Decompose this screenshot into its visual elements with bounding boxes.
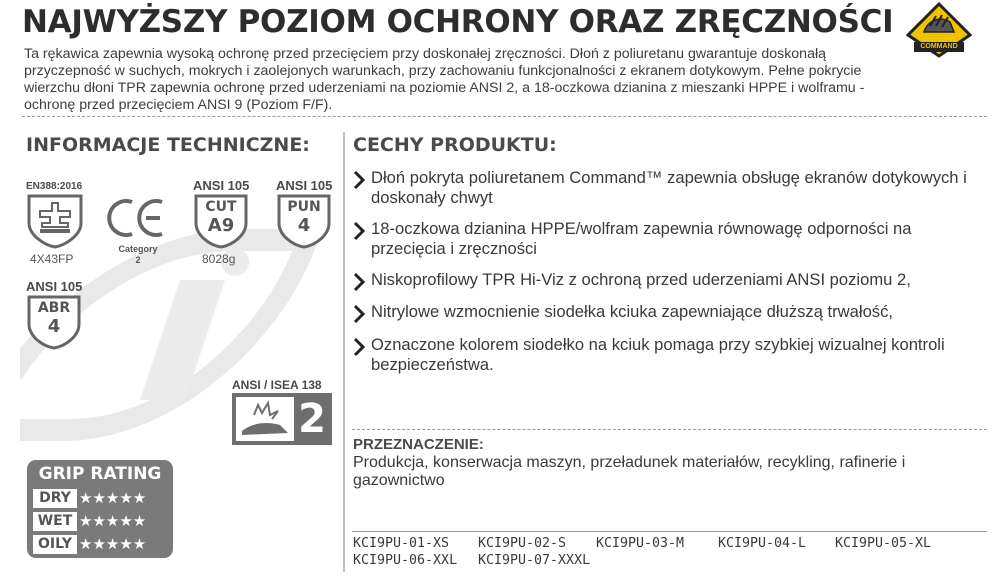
feature-item bbox=[352, 270, 972, 290]
column-divider bbox=[343, 132, 345, 572]
ansi-pun-text: PUN bbox=[287, 199, 321, 215]
sku: KCI9PU-05-XL bbox=[835, 536, 932, 551]
sku: KCI9PU-07-XXXL bbox=[478, 553, 591, 568]
feature-item bbox=[352, 302, 972, 322]
sku: KCI9PU-04-L bbox=[718, 536, 807, 551]
sku: KCI9PU-06-XXL bbox=[353, 553, 458, 568]
ansi-abr-level: 4 bbox=[47, 316, 61, 337]
grip-label: DRY bbox=[33, 489, 77, 508]
en388-label: EN388:2016 bbox=[26, 181, 83, 192]
grip-stars: ★★★★★ bbox=[79, 536, 147, 553]
ansi-cut-label: ANSI 105 bbox=[193, 178, 250, 193]
impact-level: 2 bbox=[298, 396, 326, 442]
ansi-pun-label: ANSI 105 bbox=[276, 178, 333, 193]
grip-label: WET bbox=[33, 512, 77, 531]
grip-stars: ★★★★★ bbox=[79, 490, 147, 507]
feature-text: Oznaczone kolorem siodełko na kciuk pomaga przy szybkiej wizualnej kontroli bezpieczeństwa. bbox=[371, 335, 945, 374]
sku: KCI9PU-01-XS bbox=[353, 536, 450, 551]
chevron-right-icon bbox=[352, 337, 366, 357]
en388-shield-icon bbox=[26, 193, 84, 249]
sku: KCI9PU-02-S bbox=[478, 536, 567, 551]
technical-heading: INFORMACJE TECHNICZNE: bbox=[26, 134, 310, 156]
feature-text: Nitrylowe wzmocnienie siodełka kciuka zapewniające dłuższą trwałość, bbox=[371, 302, 894, 321]
intro-text: Ta rękawica zapewnia wysoką ochronę przed przecięciem przy doskonałej zręczności. Dłoń z poliuretanu gwarantuje doskonałą przyczepność w suchych, mokrych i zaolejonych warunkach, przy zachowaniu funkcjonalności z ekranem dotykowym. Pełne pokrycie wierzchu dłoni TPR zapewnia ochronę przed uderzeniami na poziomie ANSI 2, a 18-oczkowa dzianina z mieszanki HPPE i wolframu - ochronę przed przecięciem ANSI 9 (Poziom F/F). bbox=[24, 46, 865, 113]
ansi-abr-text: ABR bbox=[37, 300, 71, 316]
ce-category-label: Category bbox=[118, 244, 158, 254]
ansi-isea-label: ANSI / ISEA 138 bbox=[232, 378, 322, 392]
ce-mark-icon bbox=[106, 196, 166, 240]
ansi-pun-level: 4 bbox=[297, 215, 311, 236]
chevron-right-icon bbox=[352, 304, 366, 324]
ansi-cut-weight: 8028g bbox=[202, 252, 236, 266]
grip-stars: ★★★★★ bbox=[79, 513, 147, 530]
purpose-text: Produkcja, konserwacja maszyn, przeładunek materiałów, recykling, rafinerie i gazownictwo bbox=[353, 454, 906, 489]
ce-category-value: 2 bbox=[135, 255, 141, 265]
feature-text: Niskoprofilowy TPR Hi-Viz z ochroną przed uderzeniami ANSI poziomu 2, bbox=[371, 270, 911, 289]
ansi-cut-level: A9 bbox=[207, 215, 235, 236]
sku: KCI9PU-03-M bbox=[596, 536, 685, 551]
feature-text: Dłoń pokryta poliuretanem Command™ zapewnia obsługę ekranów dotykowych i doskonały chwyt bbox=[371, 168, 967, 207]
feature-text: 18-oczkowa dzianina HPPE/wolfram zapewnia równowagę odporności na przecięcia i zręczności bbox=[371, 219, 912, 258]
command-logo bbox=[906, 2, 972, 63]
features-heading: CECHY PRODUKTU: bbox=[353, 134, 557, 156]
feature-item bbox=[352, 168, 972, 208]
grip-label: OILY bbox=[33, 535, 77, 554]
ansi-cut-text: CUT bbox=[205, 199, 237, 215]
grip-row-oily bbox=[33, 535, 167, 554]
divider bbox=[352, 531, 987, 532]
feature-item bbox=[352, 335, 972, 375]
divider bbox=[22, 116, 987, 117]
grip-rating-panel bbox=[27, 460, 173, 558]
en388-code: 4X43FP bbox=[30, 252, 74, 266]
chevron-right-icon bbox=[352, 221, 366, 241]
page-title: NAJWYŻSZY POZIOM OCHRONY ORAZ ZRĘCZNOŚCI bbox=[22, 4, 894, 40]
divider bbox=[352, 429, 987, 430]
chevron-right-icon bbox=[352, 170, 366, 190]
grip-row-wet bbox=[33, 512, 167, 531]
purpose-heading: PRZEZNACZENIE: bbox=[353, 436, 484, 453]
logo-text: COMMAND bbox=[920, 43, 958, 50]
chevron-right-icon bbox=[352, 272, 366, 292]
feature-item bbox=[352, 219, 972, 259]
ansi-abr-label: ANSI 105 bbox=[26, 279, 83, 294]
grip-row-dry bbox=[33, 489, 167, 508]
grip-title: GRIP RATING bbox=[38, 464, 162, 484]
